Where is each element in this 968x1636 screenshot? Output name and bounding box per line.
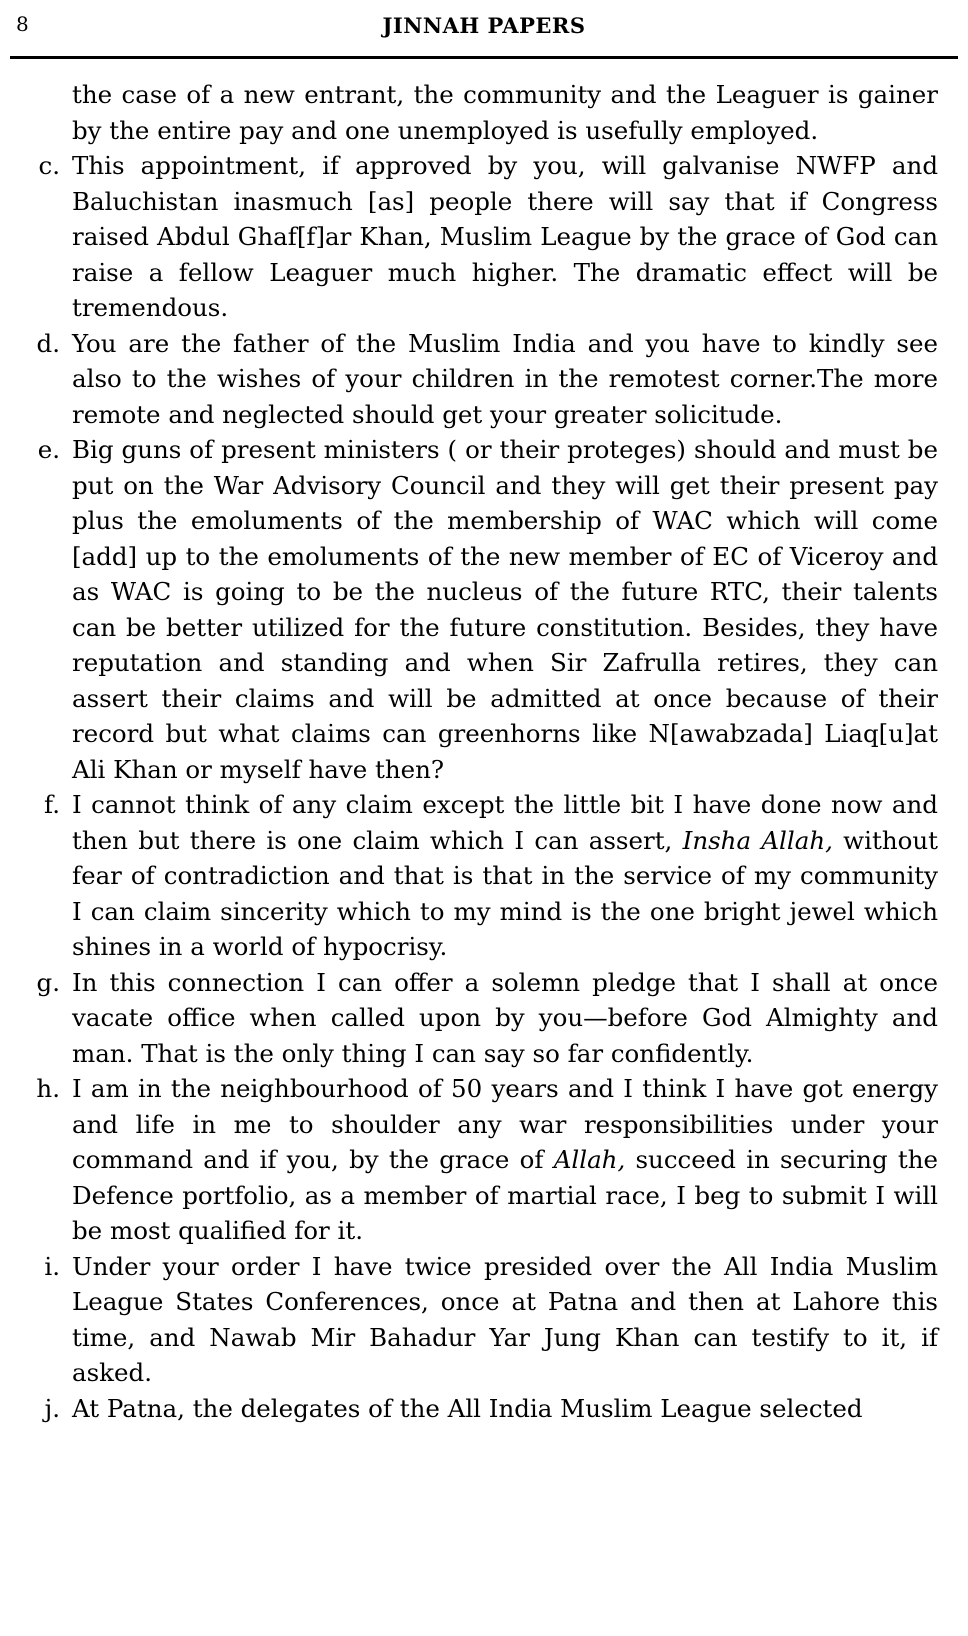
list-marker: g. <box>36 967 60 997</box>
list-item-c <box>30 148 938 326</box>
paragraph-text <box>72 1071 938 1249</box>
list-marker: c. <box>38 151 60 180</box>
paragraph-text: the case of a new entrant, the community and the Leaguer is gainer by the entire pay and one unemployed is usefully employed. <box>72 80 938 145</box>
list-marker: d. <box>36 328 60 358</box>
list-item-e <box>30 432 938 787</box>
paragraph-intro <box>30 77 938 148</box>
text-segment: without fear of contradiction and that is that in the service of my community I can claim sincerity which to my mind is the one bright jewel which shines in a world of hypocrisy. <box>72 825 938 961</box>
text-segment: I cannot think of any claim except the little bit I have done now and then but there is one claim which I can assert, <box>72 790 938 855</box>
list-marker: f. <box>44 790 60 819</box>
paragraph-text: In this connection I can offer a solemn pledge that I shall at once vacate office when called upon by you—before God Almighty and man. That is the only thing I can say so far confidently. <box>72 967 938 1068</box>
paragraph-text <box>72 787 938 965</box>
text-segment: succeed in securing the Defence portfolio, as a member of martial race, I beg to submit I will be most qualified for it. <box>72 1145 938 1245</box>
paragraph-text: Under your order I have twice presided over the All India Muslim League States Conferences, once at Patna and then at Lahore this time, and Nawab Mir Bahadur Yar Jung Khan can testify to it, if asked. <box>72 1251 938 1387</box>
list-item-g <box>30 965 938 1072</box>
list-item-j <box>30 1391 938 1427</box>
list-item-h <box>30 1071 938 1249</box>
list-marker: i. <box>44 1251 60 1281</box>
paragraph-text: You are the father of the Muslim India and you have to kindly see also to the wishes of your children in the remotest corner.The more remote and neglected should get your greater solicitude. <box>72 328 938 429</box>
italic-phrase: Insha Allah, <box>682 825 833 855</box>
list-item-i <box>30 1249 938 1391</box>
paragraph-text: This appointment, if approved by you, will galvanise NWFP and Baluchistan inasmuch [as] people there will say that if Congress raised Abdul Ghaf[f]ar Khan, Muslim League by the grace of God can raise a fellow Leaguer much higher. The dramatic effect will be tremendous. <box>72 151 938 322</box>
page-header <box>0 0 968 52</box>
list-item-d <box>30 326 938 433</box>
text-segment: I am in the neighbourhood of 50 years and I think I have got energy and life in me to shoulder any war responsibilities under your command and if you, by the grace of <box>72 1074 938 1174</box>
list-item-f <box>30 787 938 965</box>
page-number: 8 <box>16 12 29 36</box>
italic-phrase: Allah, <box>553 1145 626 1174</box>
running-title: JINNAH PAPERS <box>382 13 586 38</box>
list-marker: e. <box>37 435 60 464</box>
list-marker: j. <box>44 1393 60 1423</box>
list-marker: h. <box>36 1074 60 1103</box>
page-body <box>0 59 968 1426</box>
paragraph-text: Big guns of present ministers ( or their proteges) should and must be put on the War Advisory Council and they will get their present pay plus the emoluments of the membership of WAC which will come [add] up to the emoluments of the new member of EC of Viceroy and as WAC is going to be the nucleus of the future RTC, their talents can be better utilized for the future constitution. Besides, they have reputation and standing and when Sir Zafrulla retires, they can assert their claims and will be admitted at once because of their record but what claims can greenhorns like N[awabzada] Liaq[u]at Ali Khan or myself have then? <box>72 435 938 784</box>
paragraph-text: At Patna, the delegates of the All India Muslim League selected <box>72 1393 863 1423</box>
